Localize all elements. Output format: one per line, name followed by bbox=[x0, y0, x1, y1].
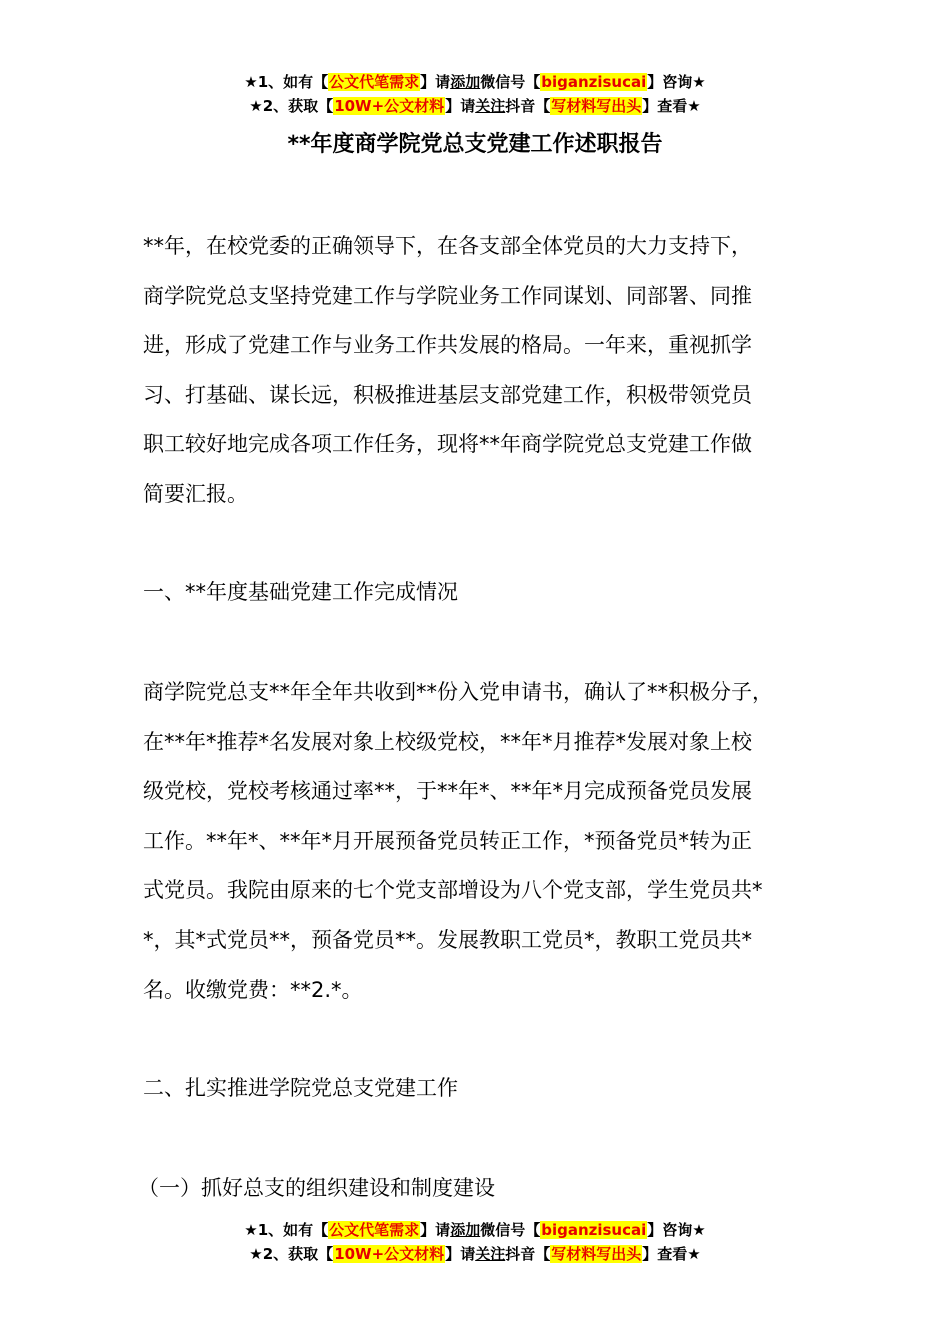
promo-highlight-materials: 10W+公文材料 bbox=[334, 97, 445, 115]
section-1-paragraph: 商学院党总支**年全年共收到**份入党申请书，确认了**积极分子， 在**年*推荐*名发展对象上校级党校，**年*月推荐*发展对象上校 级党校，党校考核通过率**，于**年*、**年*月完成预备党员发展 工作。**年*、**年*月开展预备党员转正工作，*预备党员*转为正 式党员。我院由原来的七个党支部增设为八个党支部，学生党员共* *，其*式党员**，预备党员**。发展教职工党员*，教职工党员共* 名。收缴党费：**2.*。 bbox=[143, 680, 773, 1002]
section-heading-2: 二、扎实推进学院党总支党建工作 bbox=[143, 1076, 458, 1100]
promo-highlight-wechat-id: biganzisucai bbox=[541, 73, 647, 91]
bottom-promo-banner bbox=[0, 1218, 950, 1266]
top-promo-banner bbox=[0, 70, 950, 118]
promo-line-1: ★1、如有【公文代笔需求】请添加微信号【biganzisucai】咨询★ bbox=[244, 1221, 706, 1239]
document-title: **年度商学院党总支党建工作述职报告 bbox=[287, 132, 663, 157]
intro-paragraph: **年，在校党委的正确领导下，在各支部全体党员的大力支持下， 商学院党总支坚持党建工作与学院业务工作同谋划、同部署、同推 进，形成了党建工作与业务工作共发展的格局。一年来，重视抓学 习、打基础、谋长远，积极推进基层支部党建工作，积极带领党员 职工较好地完成各项工作任务，现将**年商学院党总支党建工作做 简要汇报。 bbox=[143, 234, 752, 506]
section-heading-1: 一、**年度基础党建工作完成情况 bbox=[143, 580, 458, 604]
promo-line-1: ★1、如有【公文代笔需求】请添加微信号【biganzisucai】咨询★ bbox=[244, 73, 706, 91]
promo-highlight-service: 公文代笔需求 bbox=[329, 1221, 420, 1239]
promo-line-2: ★2、获取【10W+公文材料】请关注抖音【写材料写出头】查看★ bbox=[249, 1245, 701, 1263]
promo-line-2: ★2、获取【10W+公文材料】请关注抖音【写材料写出头】查看★ bbox=[249, 97, 701, 115]
promo-highlight-douyin-account: 写材料写出头 bbox=[551, 1245, 642, 1263]
promo-highlight-materials: 10W+公文材料 bbox=[334, 1245, 445, 1263]
promo-highlight-wechat-id: biganzisucai bbox=[541, 1221, 647, 1239]
promo-highlight-service: 公文代笔需求 bbox=[329, 73, 420, 91]
promo-highlight-douyin-account: 写材料写出头 bbox=[551, 97, 642, 115]
subsection-heading-1: （一）抓好总支的组织建设和制度建设 bbox=[138, 1176, 495, 1200]
